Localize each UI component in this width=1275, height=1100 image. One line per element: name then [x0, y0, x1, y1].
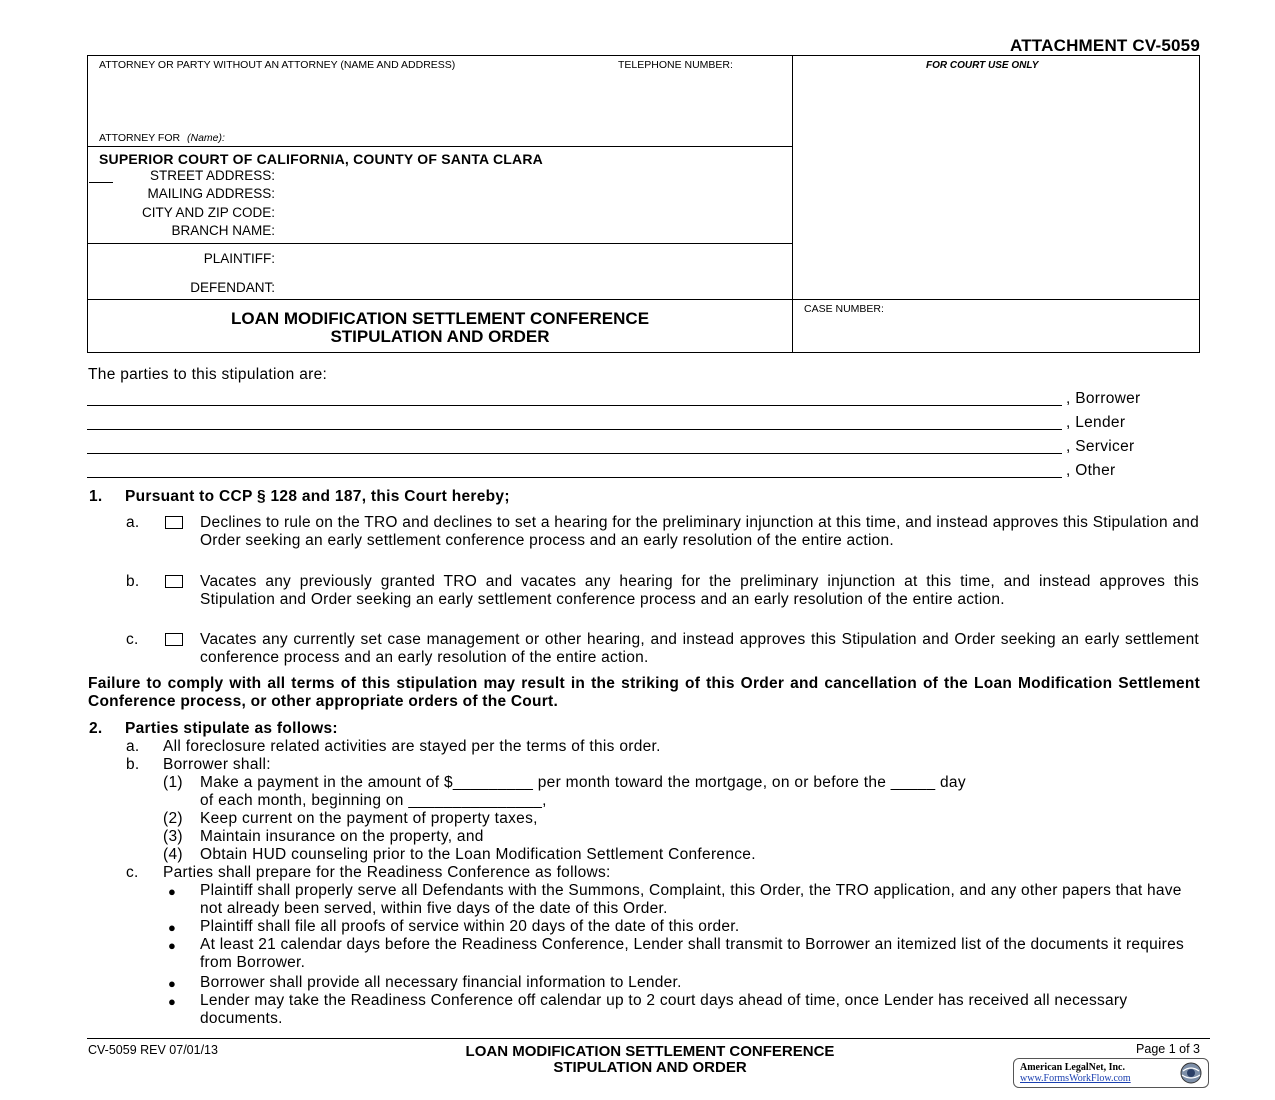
b1-line1: Make a payment in the amount of $_________ per month toward the mortgage, on or before the _____ day: [200, 774, 966, 791]
footer-title-line1: LOAN MODIFICATION SETTLEMENT CONFERENCE: [465, 1043, 835, 1060]
checkbox-b[interactable]: [165, 575, 183, 588]
b4-text: Obtain HUD counseling prior to the Loan Modification Settlement Conference.: [200, 846, 756, 863]
caption-divider: [792, 56, 793, 353]
b4-number: (4): [163, 846, 183, 863]
bullet-icon: ●: [168, 994, 176, 1009]
page-number: Page 1 of 3: [1136, 1042, 1200, 1056]
logo-url[interactable]: www.FormsWorkFlow.com: [1020, 1073, 1131, 1084]
checkbox-a[interactable]: [165, 516, 183, 529]
form-id: CV-5059 REV 07/01/13: [88, 1043, 218, 1057]
footer-rule: [87, 1038, 1210, 1039]
city-zip-label: CITY AND ZIP CODE:: [141, 205, 275, 220]
plaintiff-label: PLAINTIFF:: [203, 251, 275, 266]
attorney-label: ATTORNEY OR PARTY WITHOUT AN ATTORNEY (NAME AND ADDRESS): [99, 59, 456, 71]
servicer-label: , Servicer: [1066, 438, 1135, 455]
section2-heading: Parties stipulate as follows:: [125, 720, 338, 737]
bullet-text: Lender may take the Readiness Conference off calendar up to 2 court days ahead of time, once Lender has received all necessary documents.: [200, 992, 1128, 1027]
footer-title-line2: STIPULATION AND ORDER: [553, 1059, 747, 1076]
branch-name-label: BRANCH NAME:: [171, 223, 275, 238]
other-label: , Other: [1066, 462, 1116, 479]
logo-company: American LegalNet, Inc.: [1020, 1062, 1125, 1073]
bullet-icon: ●: [168, 884, 176, 899]
bullet-text: Plaintiff shall file all proofs of service within 20 days of the date of this order.: [200, 918, 740, 935]
section2-c-letter: c.: [126, 864, 139, 881]
form-title-line1: LOAN MODIFICATION SETTLEMENT CONFERENCE: [230, 309, 650, 328]
defendant-label: DEFENDANT:: [190, 280, 275, 295]
b1-number: (1): [163, 774, 183, 791]
b3-text: Maintain insurance on the property, and: [200, 828, 484, 845]
attorney-for-label: ATTORNEY FOR: [99, 132, 181, 144]
bullet-text: Borrower shall provide all necessary financial information to Lender.: [200, 974, 682, 991]
other-line[interactable]: [87, 477, 1062, 478]
section2-c-text: Parties shall prepare for the Readiness Conference as follows:: [163, 864, 611, 881]
lender-line[interactable]: [87, 429, 1062, 430]
lender-label: , Lender: [1066, 414, 1126, 431]
section1-number: 1.: [89, 488, 103, 505]
parties-intro: The parties to this stipulation are:: [88, 366, 328, 383]
b2-text: Keep current on the payment of property taxes,: [200, 810, 538, 827]
bullet-icon: ●: [168, 920, 176, 935]
b3-number: (3): [163, 828, 183, 845]
item-b-text: Vacates any previously granted TRO and vacates any hearing for the preliminary injunction at this time, and instead approves this Stipulation and Order seeking an early settlement conference process and an early resolution of the entire action.: [200, 573, 1199, 608]
bullet-text: At least 21 calendar days before the Readiness Conference, Lender shall transmit to Borrower an itemized list of the documents it requires from Borrower.: [200, 936, 1184, 971]
b1-line2: of each month, beginning on _______________,: [200, 792, 547, 809]
checkbox-c[interactable]: [165, 633, 183, 646]
attorney-for-name-label: (Name):: [187, 132, 225, 144]
bullet-icon: ●: [168, 938, 176, 953]
form-title-line2: STIPULATION AND ORDER: [330, 327, 550, 346]
bullet-icon: ●: [168, 976, 176, 991]
item-a-letter: a.: [126, 514, 140, 531]
borrower-line[interactable]: [87, 405, 1062, 406]
section1-heading: Pursuant to CCP § 128 and 187, this Court hereby;: [125, 488, 510, 505]
section2-a-letter: a.: [126, 738, 140, 755]
street-address-label: STREET ADDRESS:: [149, 168, 275, 183]
section2-a-text: All foreclosure related activities are stayed per the terms of this order.: [163, 738, 661, 755]
court-name: SUPERIOR COURT OF CALIFORNIA, COUNTY OF SANTA CLARA: [99, 151, 543, 167]
section2-b-text: Borrower shall:: [163, 756, 271, 773]
compliance-warning: Failure to comply with all terms of this stipulation may result in the striking of this Order and cancellation of the Loan Modification Settlement Conference process, or other appropriate orders of the Court.: [88, 675, 1200, 710]
b2-number: (2): [163, 810, 183, 827]
item-c-text: Vacates any currently set case management or other hearing, and instead approves this Stipulation and Order seeking an early settlement conference process and an early resolution of the entire action.: [200, 631, 1199, 666]
borrower-label: , Borrower: [1066, 390, 1141, 407]
section2-number: 2.: [89, 720, 103, 737]
case-number-label: CASE NUMBER:: [804, 303, 884, 315]
globe-icon: [1178, 1061, 1204, 1085]
caption-box: [87, 55, 1200, 353]
telephone-label: TELEPHONE NUMBER:: [618, 59, 733, 71]
item-a-text: Declines to rule on the TRO and declines to set a hearing for the preliminary injunction at this time, and instead approves this Stipulation and Order seeking an early settlement conference process and an early resolution of the entire action.: [200, 514, 1199, 549]
american-legalnet-logo[interactable]: [1013, 1058, 1209, 1088]
court-use-label: FOR COURT USE ONLY: [926, 60, 1039, 71]
item-c-letter: c.: [126, 631, 139, 648]
attachment-number: ATTACHMENT CV-5059: [1010, 36, 1200, 55]
section2-b-letter: b.: [126, 756, 140, 773]
servicer-line[interactable]: [87, 453, 1062, 454]
mailing-address-label: MAILING ADDRESS:: [147, 186, 275, 201]
bullet-text: Plaintiff shall properly serve all Defendants with the Summons, Complaint, this Order, the TRO application, and any other papers that have not already been served, within five days of the date of this Order.: [200, 882, 1182, 917]
item-b-letter: b.: [126, 573, 140, 590]
